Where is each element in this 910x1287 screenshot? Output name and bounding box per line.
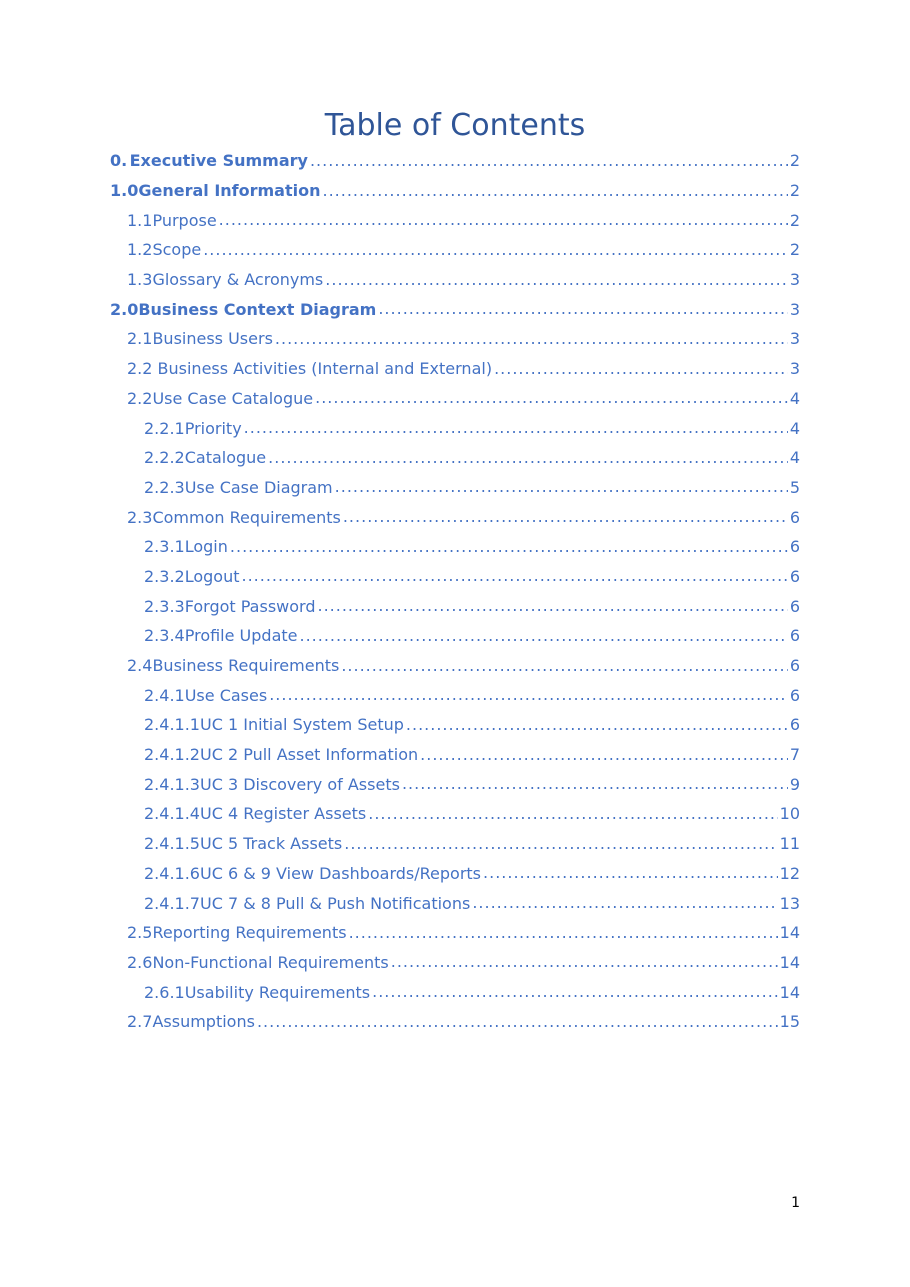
toc-entry[interactable]: [110, 532, 800, 562]
dot-leader: [244, 420, 788, 438]
toc-entry-page: 3: [789, 329, 800, 349]
toc-entry-page: 10: [779, 804, 800, 824]
toc-entry-page: 4: [789, 448, 800, 468]
toc-entry-number: 2.0: [110, 299, 139, 319]
toc-entry-page: 2: [789, 240, 800, 260]
toc-entry-number: 2.3.2: [144, 566, 185, 586]
dot-leader: [335, 479, 788, 497]
dot-leader: [378, 301, 787, 319]
toc-entry[interactable]: [110, 769, 800, 799]
toc-entry-label: UC 7 & 8 Pull & Push Notifications: [199, 893, 471, 913]
toc-entry-page: 2: [789, 151, 800, 171]
toc-entry[interactable]: [110, 948, 800, 978]
dot-leader: [343, 509, 788, 527]
toc-entry-page: 5: [789, 477, 800, 497]
dot-leader: [315, 390, 788, 408]
toc-entry[interactable]: [110, 384, 800, 414]
toc-entry-number: 2.5: [127, 923, 153, 943]
dot-leader: [494, 361, 788, 379]
toc-entry-page: 4: [789, 388, 800, 408]
toc-entry-label: Purpose: [152, 210, 217, 230]
toc-entry-number: 2.4.1: [144, 685, 185, 705]
toc-entry-label: Use Case Catalogue: [152, 388, 314, 408]
dot-leader: [203, 242, 788, 260]
dot-leader: [402, 776, 788, 794]
toc-entry-number: 2.3: [127, 507, 153, 527]
toc-entry-number: 2.7: [127, 1012, 153, 1032]
dot-leader: [420, 747, 788, 765]
toc-entry-number: 2.6: [127, 952, 153, 972]
dot-leader: [349, 925, 778, 943]
toc-entry-label: 2.2 Business Activities (Internal and External): [127, 359, 493, 379]
dot-leader: [317, 598, 787, 616]
toc-entry-number: 2.3.1: [144, 537, 185, 557]
toc-entry[interactable]: [110, 354, 800, 384]
toc-entry-page: 15: [779, 1012, 800, 1032]
toc-entry-page: 14: [779, 923, 800, 943]
toc-entry-number: 2.4.1.2: [144, 745, 200, 765]
toc-entry-number: 2.4.1.6: [144, 863, 200, 883]
toc-entry-number: 2.4.1.1: [144, 715, 200, 735]
toc-entry[interactable]: [110, 977, 800, 1007]
toc-entry[interactable]: [110, 473, 800, 503]
toc-entry-label: Logout: [184, 566, 240, 586]
toc-entry-number: 1.1: [127, 210, 153, 230]
toc-entry-label: Use Cases: [184, 685, 268, 705]
toc-entry[interactable]: [110, 859, 800, 889]
toc-entry-label: General Information: [138, 181, 321, 201]
toc-entry-number: 2.4: [127, 656, 153, 676]
dot-leader: [368, 806, 777, 824]
toc-entry-label: UC 2 Pull Asset Information: [199, 745, 419, 765]
toc-entry-number: 1.3: [127, 270, 153, 290]
toc-entry-page: 3: [789, 299, 800, 319]
toc-entry-page: 3: [789, 270, 800, 290]
toc-entry-page: 9: [789, 774, 800, 794]
toc-entry-page: 7: [789, 745, 800, 765]
toc-entry[interactable]: [110, 799, 800, 829]
toc-entry-number: 2.6.1: [144, 982, 185, 1002]
toc-entry[interactable]: [110, 562, 800, 592]
toc-entry[interactable]: [110, 265, 800, 295]
toc-entry[interactable]: [110, 443, 800, 473]
toc-entry[interactable]: [110, 829, 800, 859]
toc-entry-label: Profile Update: [184, 626, 298, 646]
toc-entry-page: 6: [789, 566, 800, 586]
toc-entry-page: 6: [789, 685, 800, 705]
toc-entry-label: Business Users: [152, 329, 273, 349]
dot-leader: [300, 628, 788, 646]
toc-entry[interactable]: [110, 235, 800, 265]
toc-entry-label: UC 6 & 9 View Dashboards/Reports: [199, 863, 482, 883]
toc-entry-label: Business Context Diagram: [138, 299, 377, 319]
dot-leader: [406, 717, 788, 735]
page-number: 1: [791, 1195, 800, 1211]
dot-leader: [391, 954, 778, 972]
toc-entry-page: 2: [789, 181, 800, 201]
toc-entry[interactable]: [110, 918, 800, 948]
toc-entry-number: 2.4.1.3: [144, 774, 200, 794]
dot-leader: [275, 331, 788, 349]
toc-entry-page: 6: [789, 537, 800, 557]
toc-entry[interactable]: [110, 651, 800, 681]
dot-leader: [483, 865, 778, 883]
toc-entry-number: 2.2: [127, 388, 153, 408]
dot-leader: [242, 568, 788, 586]
toc-entry-number: 1.0: [110, 181, 139, 201]
toc-entry[interactable]: [110, 710, 800, 740]
toc-entry-label: Scope: [152, 240, 202, 260]
toc-entry-number: 2.3.4: [144, 626, 185, 646]
toc-entry-page: 6: [789, 596, 800, 616]
toc-entry-number: 2.2.2: [144, 448, 185, 468]
toc-entry-label: UC 1 Initial System Setup: [199, 715, 404, 735]
toc-entry-label: UC 5 Track Assets: [199, 834, 343, 854]
toc-entry-label: Forgot Password: [184, 596, 316, 616]
toc-entry-label: UC 3 Discovery of Assets: [199, 774, 400, 794]
toc-entry[interactable]: [110, 502, 800, 532]
toc-entry[interactable]: [110, 621, 800, 651]
dot-leader: [268, 450, 788, 468]
toc-entry-page: 6: [789, 626, 800, 646]
toc-entry-number: 0.: [110, 151, 128, 171]
toc-entry[interactable]: [110, 888, 800, 918]
toc-entry-page: 6: [789, 715, 800, 735]
table-of-contents: [110, 146, 800, 1037]
dot-leader: [344, 836, 777, 854]
toc-entry[interactable]: [110, 1007, 800, 1037]
dot-leader: [341, 658, 787, 676]
toc-entry-page: 4: [789, 418, 800, 438]
dot-leader: [325, 272, 788, 290]
toc-entry-number: 2.2.3: [144, 477, 185, 497]
dot-leader: [257, 1014, 778, 1032]
toc-entry-label: Priority: [184, 418, 242, 438]
toc-entry[interactable]: [110, 294, 800, 324]
toc-entry-page: 11: [779, 834, 800, 854]
toc-entry-label: Reporting Requirements: [152, 923, 347, 943]
dot-leader: [472, 895, 777, 913]
toc-entry-label: Use Case Diagram: [184, 477, 333, 497]
toc-entry-number: 1.2: [127, 240, 153, 260]
dot-leader: [230, 539, 788, 557]
toc-entry-label: Catalogue: [184, 448, 267, 468]
toc-entry[interactable]: [110, 591, 800, 621]
toc-entry[interactable]: [110, 324, 800, 354]
toc-entry-page: 6: [789, 656, 800, 676]
toc-entry-label: Non-Functional Requirements: [152, 952, 389, 972]
toc-entry-label: Common Requirements: [152, 507, 341, 527]
toc-entry-label: Executive Summary: [129, 151, 308, 171]
toc-entry-number: 2.4.1.5: [144, 834, 200, 854]
dot-leader: [269, 687, 788, 705]
dot-leader: [219, 212, 788, 230]
toc-entry-label: Login: [184, 537, 228, 557]
toc-entry[interactable]: [110, 146, 800, 176]
toc-entry-page: 13: [779, 893, 800, 913]
toc-entry-page: 12: [779, 863, 800, 883]
toc-entry-number: 2.2.1: [144, 418, 185, 438]
toc-entry[interactable]: [110, 176, 800, 206]
toc-entry-label: Business Requirements: [152, 656, 340, 676]
toc-entry-page: 6: [789, 507, 800, 527]
toc-entry[interactable]: [110, 205, 800, 235]
toc-entry-number: 2.1: [127, 329, 153, 349]
toc-entry-page: 14: [779, 952, 800, 972]
toc-entry-page: 3: [789, 359, 800, 379]
toc-entry-page: 2: [789, 210, 800, 230]
toc-entry-label: UC 4 Register Assets: [199, 804, 367, 824]
toc-entry-number: 2.4.1.7: [144, 893, 200, 913]
dot-leader: [372, 984, 778, 1002]
toc-entry-number: 2.3.3: [144, 596, 185, 616]
dot-leader: [322, 183, 787, 201]
toc-entry-page: 14: [779, 982, 800, 1002]
toc-entry-label: Glossary & Acronyms: [152, 270, 324, 290]
toc-entry[interactable]: [110, 413, 800, 443]
toc-entry[interactable]: [110, 680, 800, 710]
toc-entry[interactable]: [110, 740, 800, 770]
toc-entry-label: Assumptions: [152, 1012, 255, 1032]
dot-leader: [310, 153, 788, 171]
toc-entry-label: Usability Requirements: [184, 982, 371, 1002]
toc-title: Table of Contents: [324, 108, 586, 143]
toc-entry-number: 2.4.1.4: [144, 804, 200, 824]
